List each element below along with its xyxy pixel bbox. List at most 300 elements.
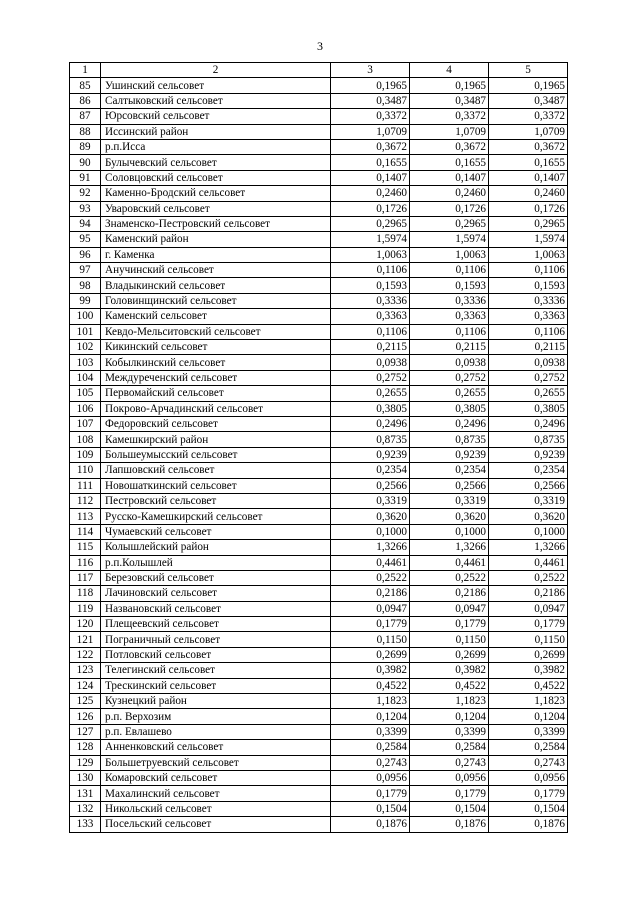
territory-name: Трескинский сельсовет xyxy=(101,678,331,693)
row-number: 109 xyxy=(70,447,101,462)
territory-name: Покрово-Арчадинский сельсовет xyxy=(101,401,331,416)
value-col-3: 0,3336 xyxy=(331,293,410,308)
value-col-5: 0,1876 xyxy=(489,817,568,832)
table-row xyxy=(70,709,568,724)
row-number: 122 xyxy=(70,647,101,662)
territory-name: Телегинский сельсовет xyxy=(101,663,331,678)
territory-name: Каменно-Бродский сельсовет xyxy=(101,186,331,201)
value-col-4: 1,5974 xyxy=(410,232,489,247)
row-number: 98 xyxy=(70,278,101,293)
value-col-3: 0,3319 xyxy=(331,493,410,508)
value-col-4: 0,2522 xyxy=(410,570,489,585)
territory-name: Пограничный сельсовет xyxy=(101,632,331,647)
value-col-5: 0,2566 xyxy=(489,478,568,493)
value-col-5: 0,2655 xyxy=(489,386,568,401)
table-row xyxy=(70,586,568,601)
value-col-5: 0,1655 xyxy=(489,155,568,170)
value-col-3: 0,1407 xyxy=(331,170,410,185)
row-number: 102 xyxy=(70,340,101,355)
value-col-3: 0,2186 xyxy=(331,586,410,601)
value-col-4: 1,0709 xyxy=(410,124,489,139)
value-col-4: 0,1000 xyxy=(410,524,489,539)
row-number: 128 xyxy=(70,740,101,755)
table-header xyxy=(70,63,568,78)
row-number: 113 xyxy=(70,509,101,524)
territory-name: Салтыковский сельсовет xyxy=(101,93,331,108)
value-col-4: 0,3672 xyxy=(410,139,489,154)
territory-name: р.п.Колышлей xyxy=(101,555,331,570)
value-col-3: 0,2752 xyxy=(331,370,410,385)
value-col-5: 0,4461 xyxy=(489,555,568,570)
territory-name: Уваровский сельсовет xyxy=(101,201,331,216)
row-number: 87 xyxy=(70,109,101,124)
territory-name: Березовский сельсовет xyxy=(101,570,331,585)
value-col-3: 1,1823 xyxy=(331,694,410,709)
value-col-5: 0,1779 xyxy=(489,786,568,801)
table-row xyxy=(70,232,568,247)
value-col-5: 1,3266 xyxy=(489,540,568,555)
table-row xyxy=(70,124,568,139)
value-col-4: 0,8735 xyxy=(410,432,489,447)
table-row xyxy=(70,201,568,216)
value-col-5: 0,2496 xyxy=(489,416,568,431)
table-row xyxy=(70,416,568,431)
value-col-5: 0,2584 xyxy=(489,740,568,755)
value-col-4: 0,0956 xyxy=(410,770,489,785)
value-col-3: 0,0938 xyxy=(331,355,410,370)
territory-name: Междуреченский сельсовет xyxy=(101,370,331,385)
row-number: 97 xyxy=(70,263,101,278)
row-number: 120 xyxy=(70,617,101,632)
value-col-4: 0,2354 xyxy=(410,463,489,478)
value-col-3: 0,2496 xyxy=(331,416,410,431)
value-col-3: 0,1504 xyxy=(331,801,410,816)
row-number: 115 xyxy=(70,540,101,555)
territory-name: Плещеевский сельсовет xyxy=(101,617,331,632)
table-row xyxy=(70,324,568,339)
territory-name: Первомайский сельсовет xyxy=(101,386,331,401)
value-col-5: 0,1726 xyxy=(489,201,568,216)
table-row xyxy=(70,93,568,108)
value-col-4: 0,3319 xyxy=(410,493,489,508)
value-col-3: 0,2584 xyxy=(331,740,410,755)
territory-name: Булычевский сельсовет xyxy=(101,155,331,170)
value-col-5: 0,0956 xyxy=(489,770,568,785)
value-col-4: 0,2965 xyxy=(410,216,489,231)
table-row xyxy=(70,78,568,93)
row-number: 112 xyxy=(70,493,101,508)
value-col-4: 0,1106 xyxy=(410,263,489,278)
territory-name: Никольский сельсовет xyxy=(101,801,331,816)
value-col-3: 0,1779 xyxy=(331,617,410,632)
value-col-3: 0,3672 xyxy=(331,139,410,154)
value-col-3: 0,3982 xyxy=(331,663,410,678)
row-number: 92 xyxy=(70,186,101,201)
value-col-5: 0,1407 xyxy=(489,170,568,185)
value-col-3: 0,4522 xyxy=(331,678,410,693)
value-col-5: 0,1150 xyxy=(489,632,568,647)
table-row xyxy=(70,186,568,201)
value-col-3: 0,1655 xyxy=(331,155,410,170)
value-col-5: 0,2699 xyxy=(489,647,568,662)
value-col-3: 0,0947 xyxy=(331,601,410,616)
value-col-4: 0,0938 xyxy=(410,355,489,370)
row-number: 100 xyxy=(70,309,101,324)
value-col-3: 0,3399 xyxy=(331,724,410,739)
row-number: 86 xyxy=(70,93,101,108)
value-col-5: 0,3319 xyxy=(489,493,568,508)
territory-name: Комаровский сельсовет xyxy=(101,770,331,785)
value-col-5: 0,3672 xyxy=(489,139,568,154)
value-col-5: 0,1106 xyxy=(489,263,568,278)
table-row xyxy=(70,540,568,555)
territory-name: Лачиновский сельсовет xyxy=(101,586,331,601)
territory-name: Колышлейский район xyxy=(101,540,331,555)
value-col-3: 1,0063 xyxy=(331,247,410,262)
value-col-4: 0,1779 xyxy=(410,617,489,632)
table-row xyxy=(70,139,568,154)
value-col-3: 0,2522 xyxy=(331,570,410,585)
column-header-5: 5 xyxy=(489,63,568,78)
table-row xyxy=(70,755,568,770)
value-col-5: 0,3982 xyxy=(489,663,568,678)
row-number: 89 xyxy=(70,139,101,154)
territory-name: Пестровский сельсовет xyxy=(101,493,331,508)
table-row xyxy=(70,678,568,693)
row-number: 91 xyxy=(70,170,101,185)
table-body xyxy=(70,78,568,832)
row-number: 119 xyxy=(70,601,101,616)
table-row xyxy=(70,293,568,308)
value-col-4: 0,2743 xyxy=(410,755,489,770)
value-col-5: 1,1823 xyxy=(489,694,568,709)
column-header-4: 4 xyxy=(410,63,489,78)
table-row xyxy=(70,340,568,355)
table-row xyxy=(70,309,568,324)
table-row xyxy=(70,447,568,462)
row-number: 126 xyxy=(70,709,101,724)
territory-name: Камешкирский район xyxy=(101,432,331,447)
value-col-3: 0,2743 xyxy=(331,755,410,770)
value-col-3: 0,4461 xyxy=(331,555,410,570)
row-number: 111 xyxy=(70,478,101,493)
value-col-4: 0,1204 xyxy=(410,709,489,724)
value-col-3: 0,2460 xyxy=(331,186,410,201)
value-col-4: 1,0063 xyxy=(410,247,489,262)
row-number: 116 xyxy=(70,555,101,570)
territory-name: Ушинский сельсовет xyxy=(101,78,331,93)
territory-name: г. Каменка xyxy=(101,247,331,262)
value-col-3: 0,1876 xyxy=(331,817,410,832)
value-col-3: 0,1779 xyxy=(331,786,410,801)
value-col-4: 0,2115 xyxy=(410,340,489,355)
value-col-4: 0,2655 xyxy=(410,386,489,401)
value-col-4: 0,3805 xyxy=(410,401,489,416)
table-row xyxy=(70,263,568,278)
table-row xyxy=(70,155,568,170)
value-col-3: 0,3620 xyxy=(331,509,410,524)
value-col-4: 0,2186 xyxy=(410,586,489,601)
row-number: 90 xyxy=(70,155,101,170)
row-number: 103 xyxy=(70,355,101,370)
table-row xyxy=(70,770,568,785)
value-col-5: 0,2743 xyxy=(489,755,568,770)
table-row xyxy=(70,724,568,739)
table-row xyxy=(70,817,568,832)
row-number: 93 xyxy=(70,201,101,216)
row-number: 118 xyxy=(70,586,101,601)
value-col-5: 0,4522 xyxy=(489,678,568,693)
value-col-5: 1,0063 xyxy=(489,247,568,262)
value-col-3: 0,1593 xyxy=(331,278,410,293)
table-row xyxy=(70,555,568,570)
value-col-5: 0,3372 xyxy=(489,109,568,124)
value-col-4: 0,4522 xyxy=(410,678,489,693)
value-col-4: 0,2752 xyxy=(410,370,489,385)
row-number: 124 xyxy=(70,678,101,693)
territory-name: Головинщинский сельсовет xyxy=(101,293,331,308)
value-col-5: 0,3399 xyxy=(489,724,568,739)
territory-name: Кевдо-Мельситовский сельсовет xyxy=(101,324,331,339)
row-number: 121 xyxy=(70,632,101,647)
value-col-3: 0,3487 xyxy=(331,93,410,108)
value-col-4: 0,9239 xyxy=(410,447,489,462)
value-col-3: 0,2566 xyxy=(331,478,410,493)
row-number: 88 xyxy=(70,124,101,139)
value-col-3: 1,0709 xyxy=(331,124,410,139)
row-number: 123 xyxy=(70,663,101,678)
value-col-3: 0,3372 xyxy=(331,109,410,124)
value-col-4: 0,1593 xyxy=(410,278,489,293)
territory-name: Анненковский сельсовет xyxy=(101,740,331,755)
row-number: 104 xyxy=(70,370,101,385)
value-col-4: 0,2699 xyxy=(410,647,489,662)
value-col-3: 0,1965 xyxy=(331,78,410,93)
territory-name: Лапшовский сельсовет xyxy=(101,463,331,478)
value-col-5: 0,1593 xyxy=(489,278,568,293)
value-col-5: 0,1779 xyxy=(489,617,568,632)
value-col-5: 0,2460 xyxy=(489,186,568,201)
territory-name: Большетруевский сельсовет xyxy=(101,755,331,770)
table-row xyxy=(70,601,568,616)
territory-name: Каменский район xyxy=(101,232,331,247)
value-col-4: 0,4461 xyxy=(410,555,489,570)
territory-name: Владыкинский сельсовет xyxy=(101,278,331,293)
row-number: 117 xyxy=(70,570,101,585)
value-col-5: 0,2965 xyxy=(489,216,568,231)
value-col-4: 0,1779 xyxy=(410,786,489,801)
value-col-5: 0,8735 xyxy=(489,432,568,447)
value-col-5: 0,2186 xyxy=(489,586,568,601)
value-col-3: 0,2655 xyxy=(331,386,410,401)
value-col-5: 0,1504 xyxy=(489,801,568,816)
column-header-3: 3 xyxy=(331,63,410,78)
column-header-2: 2 xyxy=(101,63,331,78)
value-col-4: 0,3399 xyxy=(410,724,489,739)
value-col-3: 1,3266 xyxy=(331,540,410,555)
territory-name: Махалинский сельсовет xyxy=(101,786,331,801)
row-number: 131 xyxy=(70,786,101,801)
data-table xyxy=(69,62,568,833)
value-col-3: 0,1204 xyxy=(331,709,410,724)
value-col-5: 0,9239 xyxy=(489,447,568,462)
value-col-5: 0,3487 xyxy=(489,93,568,108)
territory-name: Чумаевский сельсовет xyxy=(101,524,331,539)
table-row xyxy=(70,109,568,124)
table-row xyxy=(70,740,568,755)
value-col-3: 1,5974 xyxy=(331,232,410,247)
value-col-3: 0,1106 xyxy=(331,263,410,278)
value-col-3: 0,1106 xyxy=(331,324,410,339)
value-col-3: 0,1000 xyxy=(331,524,410,539)
value-col-4: 0,2496 xyxy=(410,416,489,431)
row-number: 101 xyxy=(70,324,101,339)
value-col-5: 0,2115 xyxy=(489,340,568,355)
territory-name: Русско-Камешкирский сельсовет xyxy=(101,509,331,524)
value-col-5: 0,3620 xyxy=(489,509,568,524)
value-col-4: 0,3487 xyxy=(410,93,489,108)
territory-name: Анучинский сельсовет xyxy=(101,263,331,278)
header-row xyxy=(70,63,568,78)
value-col-5: 0,2752 xyxy=(489,370,568,385)
value-col-4: 1,3266 xyxy=(410,540,489,555)
territory-name: Юрсовский сельсовет xyxy=(101,109,331,124)
row-number: 133 xyxy=(70,817,101,832)
table-row xyxy=(70,617,568,632)
table-row xyxy=(70,463,568,478)
value-col-5: 0,2354 xyxy=(489,463,568,478)
territory-name: Знаменско-Пестровский сельсовет xyxy=(101,216,331,231)
value-col-3: 0,2115 xyxy=(331,340,410,355)
value-col-4: 0,1504 xyxy=(410,801,489,816)
table-row xyxy=(70,478,568,493)
territory-name: р.п.Исса xyxy=(101,139,331,154)
value-col-3: 0,1726 xyxy=(331,201,410,216)
value-col-5: 0,2522 xyxy=(489,570,568,585)
value-col-4: 0,0947 xyxy=(410,601,489,616)
value-col-3: 0,1150 xyxy=(331,632,410,647)
table-row xyxy=(70,432,568,447)
value-col-4: 0,3620 xyxy=(410,509,489,524)
value-col-4: 0,1876 xyxy=(410,817,489,832)
table-row xyxy=(70,493,568,508)
value-col-4: 0,1965 xyxy=(410,78,489,93)
territory-name: Кузнецкий район xyxy=(101,694,331,709)
value-col-5: 1,0709 xyxy=(489,124,568,139)
value-col-3: 0,2354 xyxy=(331,463,410,478)
table-row xyxy=(70,216,568,231)
row-number: 95 xyxy=(70,232,101,247)
row-number: 96 xyxy=(70,247,101,262)
row-number: 129 xyxy=(70,755,101,770)
row-number: 85 xyxy=(70,78,101,93)
table-row xyxy=(70,278,568,293)
territory-name: Названовский сельсовет xyxy=(101,601,331,616)
value-col-3: 0,2699 xyxy=(331,647,410,662)
row-number: 105 xyxy=(70,386,101,401)
territory-name: Каменский сельсовет xyxy=(101,309,331,324)
table-row xyxy=(70,647,568,662)
page-number: 3 xyxy=(317,39,323,53)
row-number: 130 xyxy=(70,770,101,785)
value-col-3: 0,3805 xyxy=(331,401,410,416)
value-col-4: 0,3982 xyxy=(410,663,489,678)
territory-name: Потловский сельсовет xyxy=(101,647,331,662)
row-number: 99 xyxy=(70,293,101,308)
table-row xyxy=(70,632,568,647)
value-col-5: 0,1106 xyxy=(489,324,568,339)
value-col-3: 0,0956 xyxy=(331,770,410,785)
table-row xyxy=(70,694,568,709)
value-col-4: 0,2460 xyxy=(410,186,489,201)
table-row xyxy=(70,355,568,370)
value-col-5: 1,5974 xyxy=(489,232,568,247)
table-row xyxy=(70,401,568,416)
value-col-4: 0,3372 xyxy=(410,109,489,124)
row-number: 127 xyxy=(70,724,101,739)
table-row xyxy=(70,663,568,678)
value-col-5: 0,0947 xyxy=(489,601,568,616)
row-number: 108 xyxy=(70,432,101,447)
table-row xyxy=(70,509,568,524)
table-row xyxy=(70,386,568,401)
value-col-4: 0,2584 xyxy=(410,740,489,755)
value-col-5: 0,1965 xyxy=(489,78,568,93)
row-number: 132 xyxy=(70,801,101,816)
value-col-3: 0,8735 xyxy=(331,432,410,447)
table-row xyxy=(70,247,568,262)
row-number: 106 xyxy=(70,401,101,416)
row-number: 125 xyxy=(70,694,101,709)
row-number: 110 xyxy=(70,463,101,478)
territory-name: Кикинский сельсовет xyxy=(101,340,331,355)
column-header-1: 1 xyxy=(70,63,101,78)
value-col-4: 1,1823 xyxy=(410,694,489,709)
table-row xyxy=(70,370,568,385)
value-col-5: 0,3805 xyxy=(489,401,568,416)
value-col-5: 0,3336 xyxy=(489,293,568,308)
value-col-4: 0,1655 xyxy=(410,155,489,170)
territory-name: Посельский сельсовет xyxy=(101,817,331,832)
territory-name: Соловцовский сельсовет xyxy=(101,170,331,185)
value-col-4: 0,3336 xyxy=(410,293,489,308)
table-row xyxy=(70,570,568,585)
value-col-4: 0,3363 xyxy=(410,309,489,324)
value-col-5: 0,1000 xyxy=(489,524,568,539)
value-col-5: 0,1204 xyxy=(489,709,568,724)
value-col-3: 0,3363 xyxy=(331,309,410,324)
territory-name: р.п. Верхозим xyxy=(101,709,331,724)
value-col-4: 0,1726 xyxy=(410,201,489,216)
territory-name: Большеумысский сельсовет xyxy=(101,447,331,462)
value-col-3: 0,9239 xyxy=(331,447,410,462)
territory-name: Кобылкинский сельсовет xyxy=(101,355,331,370)
value-col-3: 0,2965 xyxy=(331,216,410,231)
table-row xyxy=(70,170,568,185)
row-number: 114 xyxy=(70,524,101,539)
table-row xyxy=(70,801,568,816)
territory-name: Новошаткинский сельсовет xyxy=(101,478,331,493)
value-col-5: 0,3363 xyxy=(489,309,568,324)
value-col-4: 0,1106 xyxy=(410,324,489,339)
value-col-5: 0,0938 xyxy=(489,355,568,370)
row-number: 94 xyxy=(70,216,101,231)
territory-name: р.п. Евлашево xyxy=(101,724,331,739)
value-col-4: 0,1407 xyxy=(410,170,489,185)
row-number: 107 xyxy=(70,416,101,431)
table-row xyxy=(70,524,568,539)
territory-name: Иссинский район xyxy=(101,124,331,139)
